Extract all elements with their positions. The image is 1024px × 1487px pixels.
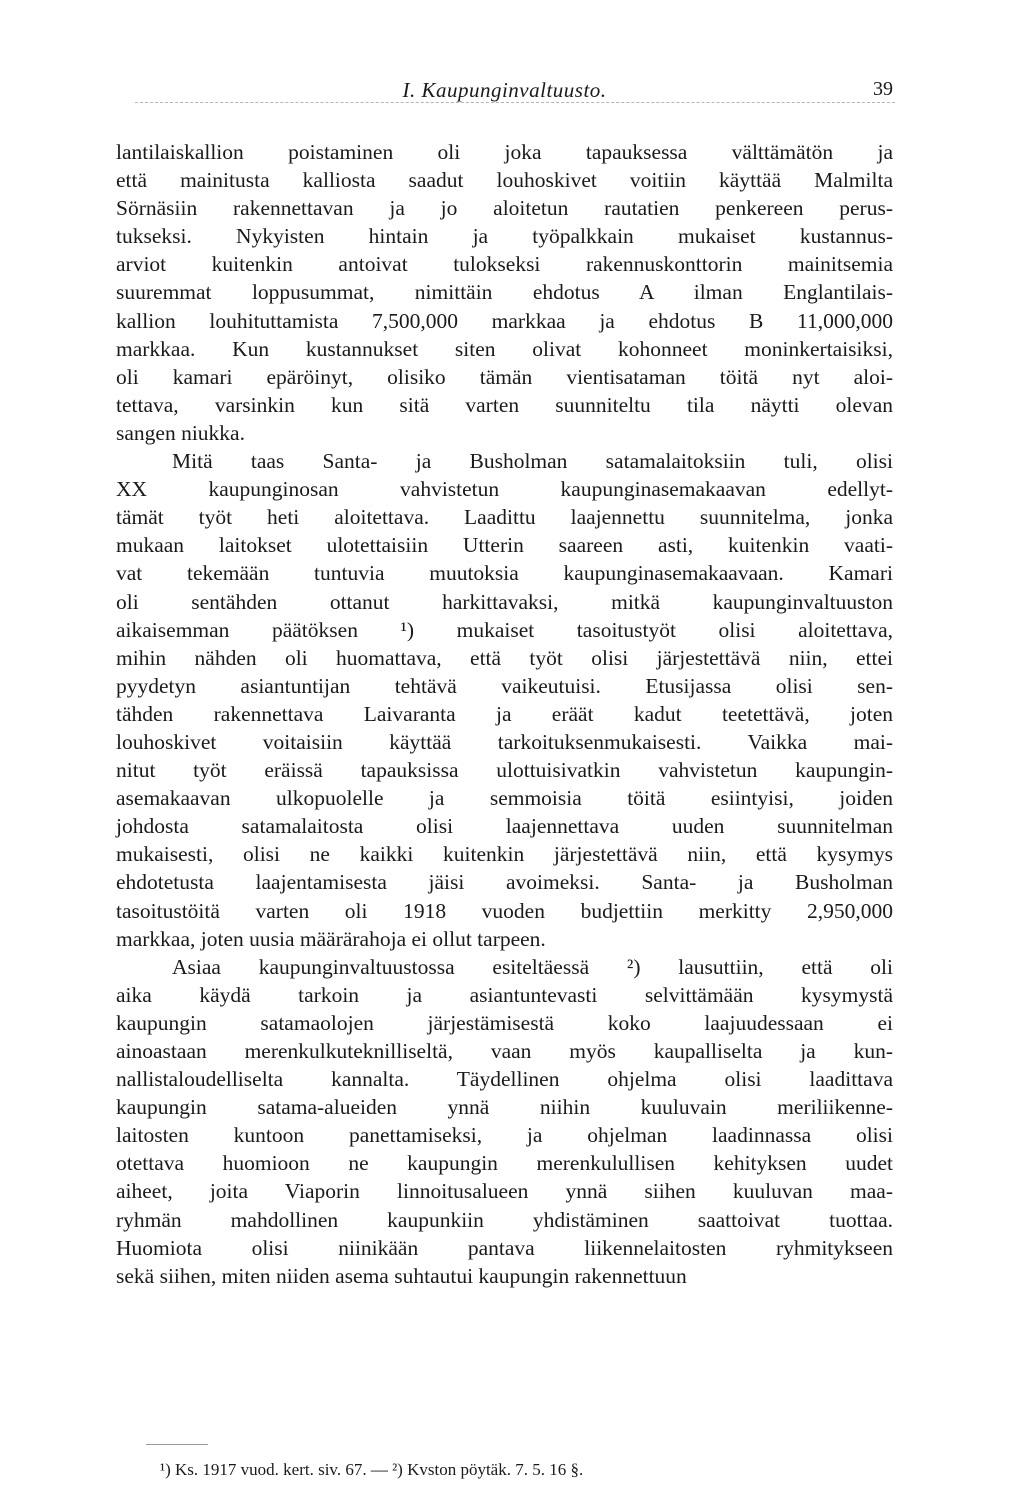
paragraph xyxy=(116,447,893,953)
text-line: aikaisemman päätöksen ¹) mukaiset tasoitustyöt olisi aloitettava, xyxy=(116,617,893,642)
text-line: arviot kuitenkin antoivat tulokseksi rakennuskonttorin mainitsemia xyxy=(116,252,893,277)
text-line: otettava huomioon ne kaupungin merenkulullisen kehityksen uudet xyxy=(116,1151,893,1176)
text-line: oli sentähden ottanut harkittavaksi, mitkä kaupunginvaltuuston xyxy=(116,589,893,614)
body-text xyxy=(116,138,893,1290)
paragraph xyxy=(116,138,893,447)
text-line: tähden rakennettava Laivaranta ja eräät kadut teetettävä, joten xyxy=(116,701,893,726)
text-line: mukaisesti, olisi ne kaikki kuitenkin järjestettävä niin, että kysymys xyxy=(116,842,893,867)
text-line: pyydetyn asiantuntijan tehtävä vaikeutuisi. Etusijassa olisi sen- xyxy=(116,673,893,698)
running-title: I. Kaupunginvaltuusto. xyxy=(402,78,607,102)
text-line: että mainitusta kalliosta saadut louhoskivet voitiin käyttää Malmilta xyxy=(116,168,893,193)
text-line: nitut työt eräissä tapauksissa ulottuisivatkin vahvistetun kaupungin- xyxy=(116,758,893,783)
text-line: sangen niukka. xyxy=(116,420,245,445)
text-line: ryhmän mahdollinen kaupunkiin yhdistäminen saattoivat tuottaa. xyxy=(116,1207,893,1232)
text-line: kallion louhituttamista 7,500,000 markkaa ja ehdotus B 11,000,000 xyxy=(116,308,893,333)
text-line: ainoastaan merenkulkuteknilliseltä, vaan myös kaupalliselta ja kun- xyxy=(116,1039,893,1063)
text-line: louhoskivet voitaisiin käyttää tarkoituksenmukaisesti. Vaikka mai- xyxy=(116,729,893,754)
text-line: markkaa. Kun kustannukset siten olivat kohonneet moninkertaisiksi, xyxy=(116,336,893,361)
text-line: johdosta satamalaitosta olisi laajennettava uuden suunnitelman xyxy=(116,814,893,839)
text-line: suuremmat loppusummat, nimittäin ehdotus A ilman Englantilais- xyxy=(116,280,893,305)
text-line: oli kamari epäröinyt, olisiko tämän vientisataman töitä nyt aloi- xyxy=(116,364,893,389)
text-line: mihin nähden oli huomattava, että työt olisi järjestettävä niin, ettei xyxy=(116,645,893,670)
text-line: kaupungin satama-alueiden ynnä niihin kuuluvain meriliikenne- xyxy=(116,1095,893,1120)
text-line: sekä siihen, miten niiden asema suhtautui kaupungin rakennettuun xyxy=(116,1263,687,1288)
text-line: mukaan laitokset ulotettaisiin Utterin saareen asti, kuitenkin vaati- xyxy=(116,533,893,558)
text-line: tasoitustöitä varten oli 1918 vuoden budjettiin merkitty 2,950,000 xyxy=(116,898,893,923)
text-line: Sörnäsiin rakennettavan ja jo aloitetun rautatien penkereen perus- xyxy=(116,196,893,221)
text-line: Mitä taas Santa- ja Busholman satamalaitoksiin tuli, olisi xyxy=(172,449,893,474)
footnote: ¹) Ks. 1917 vuod. kert. siv. 67. — ²) Kvston pöytäk. 7. 5. 16 §. xyxy=(160,1460,584,1479)
paragraph xyxy=(116,953,893,1290)
text-line: tämät työt heti aloitettava. Laadittu laajennettu suunnitelma, jonka xyxy=(116,505,893,530)
text-line: asemakaavan ulkopuolelle ja semmoisia töitä esiintyisi, joiden xyxy=(116,786,893,811)
text-line: XX kaupunginosan vahvistetun kaupunginasemakaavan edellyt- xyxy=(116,477,893,502)
footnote-rule xyxy=(146,1444,208,1445)
text-line: laitosten kuntoon panettamiseksi, ja ohjelman laadinnassa olisi xyxy=(116,1123,893,1148)
text-line: Huomiota olisi niinikään pantava liikennelaitosten ryhmitykseen xyxy=(116,1235,893,1260)
text-line: aika käydä tarkoin ja asiantuntevasti selvittämään kysymystä xyxy=(116,982,893,1007)
text-line: nallistaloudelliselta kannalta. Täydellinen ohjelma olisi laadittava xyxy=(116,1067,893,1092)
text-line: ehdotetusta laajentamisesta jäisi avoimeksi. Santa- ja Busholman xyxy=(116,870,893,895)
text-line: lantilaiskallion poistaminen oli joka tapauksessa välttämätön ja xyxy=(116,140,893,164)
text-line: tettava, varsinkin kun sitä varten suunniteltu tila näytti olevan xyxy=(116,392,893,417)
text-line: kaupungin satamaolojen järjestämisestä koko laajuudessaan ei xyxy=(116,1010,893,1035)
text-line: markkaa, joten uusia määrärahoja ei ollut tarpeen. xyxy=(116,926,546,951)
header-rule xyxy=(135,102,895,103)
text-line: Asiaa kaupunginvaltuustossa esiteltäessä ²) lausuttiin, että oli xyxy=(172,954,893,979)
text-line: aiheet, joita Viaporin linnoitusalueen ynnä siihen kuuluvan maa- xyxy=(116,1179,893,1204)
page-number: 39 xyxy=(873,78,893,100)
text-line: vat tekemään tuntuvia muutoksia kaupunginasemakaavaan. Kamari xyxy=(116,561,893,586)
text-line: tukseksi. Nykyisten hintain ja työpalkkain mukaiset kustannus- xyxy=(116,224,893,249)
